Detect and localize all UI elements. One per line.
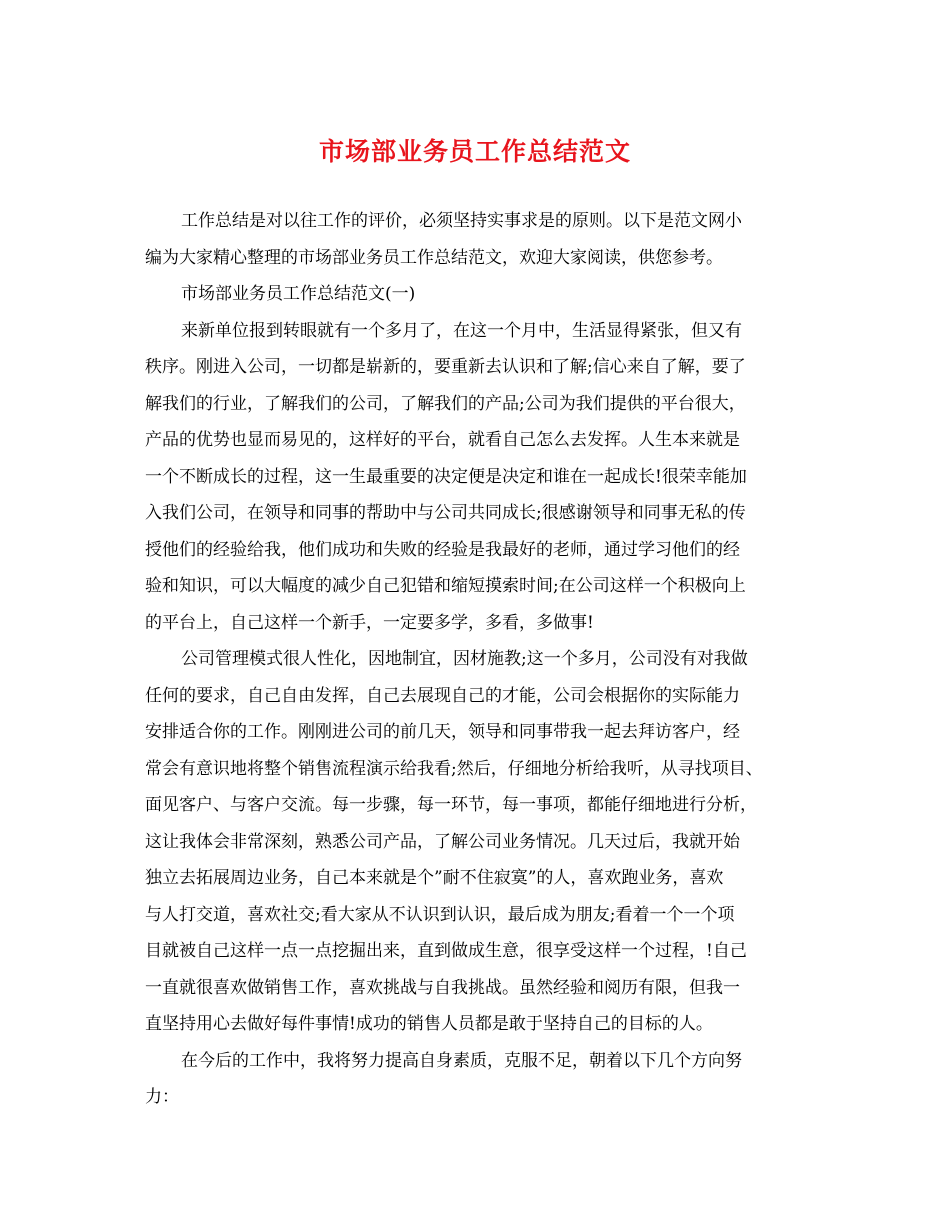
text-line: 这让我体会非常深刻，熟悉公司产品，了解公司业务情况。几天过后，我就开始 — [145, 831, 740, 852]
document-title: 市场部业务员工作总结范文 — [318, 137, 631, 166]
text-line: 任何的要求，自己自由发挥，自己去展现自己的才能，公司会根据你的实际能力 — [145, 685, 740, 706]
text-line: 目就被自己这样一点一点挖掘出来，直到做成生意，很享受这样一个过程，!自己 — [145, 941, 747, 961]
text-line: 安排适合你的工作。刚刚进公司的前几天，领导和同事带我一起去拜访客户，经 — [145, 722, 740, 742]
document-body — [145, 203, 825, 1116]
text-line: 一直就很喜欢做销售工作，喜欢挑战与自我挑战。虽然经验和阅历有限，但我一 — [145, 977, 740, 998]
text-line: 在今后的工作中，我将努力提高自身素质，克服不足，朝着以下几个方向努 — [181, 1050, 742, 1071]
text-line: 常会有意识地将整个销售流程演示给我看;然后，仔细地分析给我听，从寻找项目、 — [145, 758, 763, 779]
text-line: 工作总结是对以往工作的评价，必须坚持实事求是的原则。以下是范文网小 — [181, 211, 742, 231]
text-line: 面见客户、与客户交流。每一步骤，每一环节，每一事项，都能仔细地进行分析， — [145, 795, 757, 815]
text-line: 直坚持用心去做好每件事情!成功的销售人员都是敢于坚持自己的目标的人。 — [145, 1014, 713, 1034]
text-line: 授他们的经验给我，他们成功和失败的经验是我最好的老师，通过学习他们的经 — [145, 539, 740, 560]
text-line: 与人打交道，喜欢社交;看大家从不认识到认识，最后成为朋友;看着一个一个项 — [145, 904, 735, 925]
text-line: 市场部业务员工作总结范文(一) — [181, 284, 416, 304]
text-line: 编为大家精心整理的市场部业务员工作总结范文，欢迎大家阅读，供您参考。 — [145, 247, 723, 268]
text-line: 力： — [145, 1087, 179, 1107]
text-line: 独立去拓展周边业务，自己本来就是个”耐不住寂寞”的人，喜欢跑业务，喜欢 — [145, 868, 724, 888]
text-line: 验和知识，可以大幅度的减少自己犯错和缩短摸索时间;在公司这样一个积极向上 — [145, 576, 746, 596]
text-line: 入我们公司，在领导和同事的帮助中与公司共同成长;很感谢领导和同事无私的传 — [145, 503, 746, 523]
text-line: 来新单位报到转眼就有一个多月了，在这一个月中，生活显得紧张，但又有 — [181, 320, 742, 341]
text-line: 的平台上，自己这样一个新手，一定要多学，多看，多做事! — [145, 612, 594, 633]
text-line: 产品的优势也显而易见的，这样好的平台，就看自己怎么去发挥。人生本来就是 — [145, 430, 740, 450]
text-line: 一个不断成长的过程，这一生最重要的决定便是决定和谁在一起成长!很荣幸能加 — [145, 466, 747, 487]
text-line: 解我们的行业，了解我们的公司，了解我们的产品;公司为我们提供的平台很大， — [145, 393, 746, 414]
text-line: 公司管理模式很人性化，因地制宜，因材施教;这一个多月，公司没有对我做 — [181, 649, 748, 669]
text-line: 秩序。刚进入公司，一切都是崭新的，要重新去认识和了解;信心来自了解，要了 — [145, 357, 746, 377]
